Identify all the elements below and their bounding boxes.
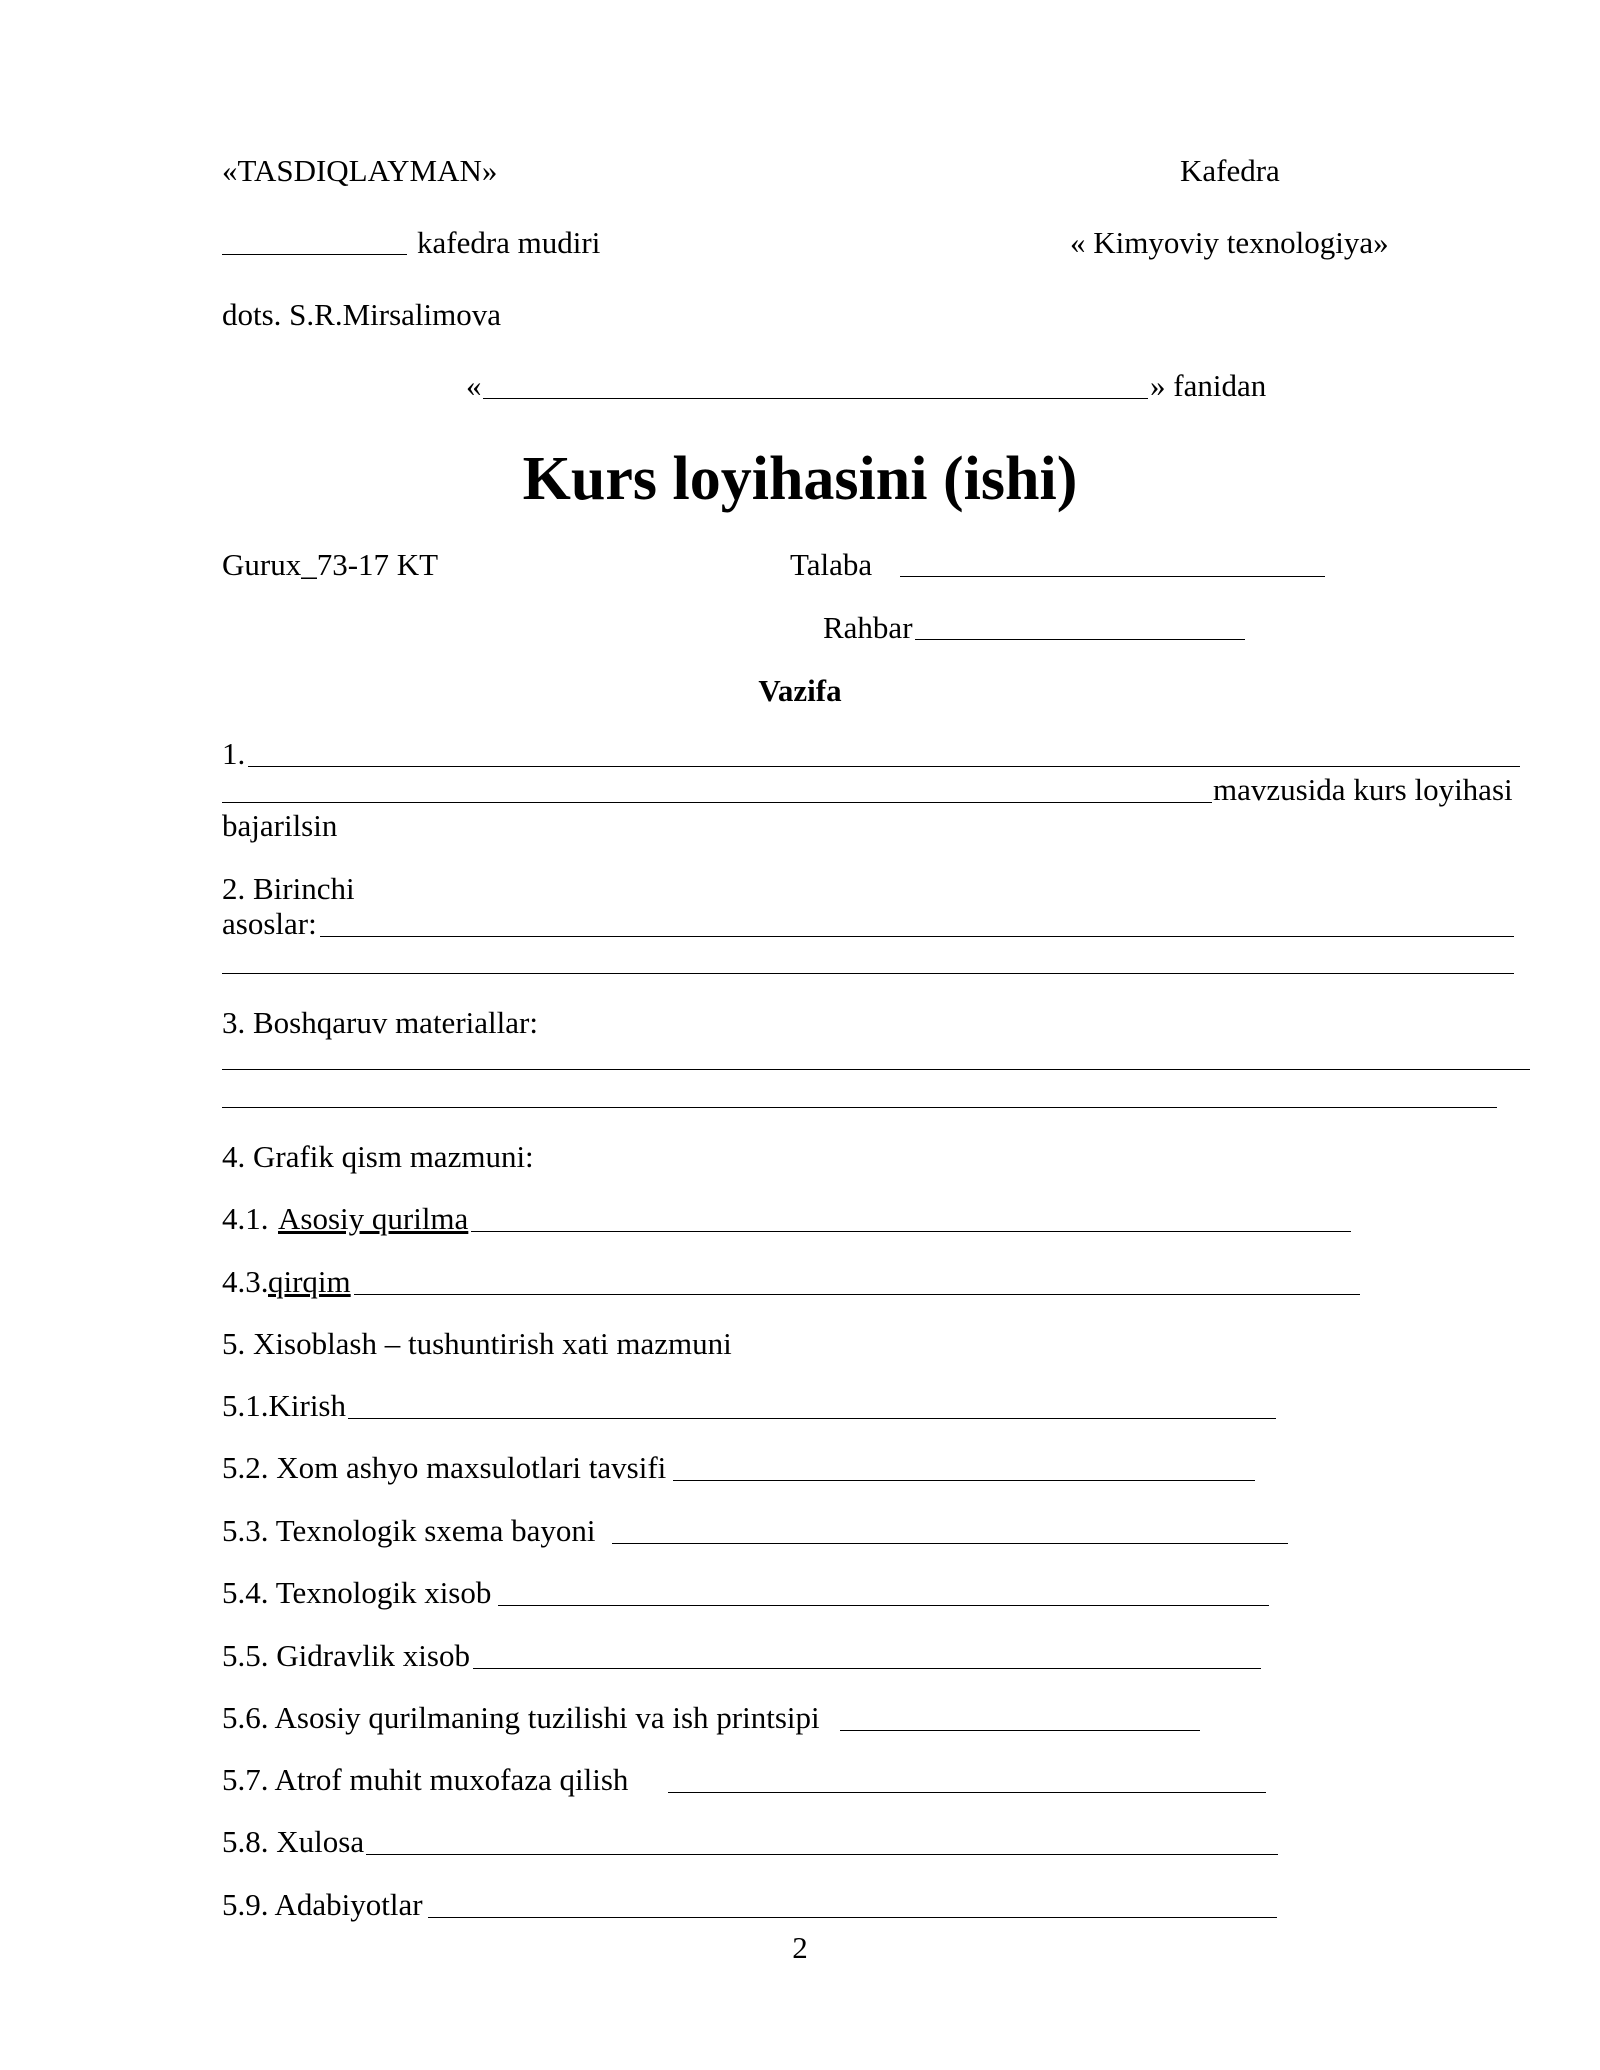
item-1-number: 1. bbox=[222, 736, 246, 771]
document-title: Kurs loyihasini (ishi) bbox=[522, 445, 1078, 513]
item-5-5: 5.5. Gidravlik xisob bbox=[222, 1638, 470, 1673]
subject-open-quote: « bbox=[466, 368, 482, 403]
item-5-4: 5.4. Texnologik xisob bbox=[222, 1575, 492, 1610]
item-5-2-blank[interactable] bbox=[673, 1480, 1255, 1481]
item-4-1-blank[interactable] bbox=[471, 1231, 1351, 1232]
head-role: kafedra mudiri bbox=[417, 225, 601, 260]
item-5-8-blank[interactable] bbox=[366, 1854, 1278, 1855]
item-1-end: bajarilsin bbox=[222, 808, 338, 843]
approve-label: «TASDIQLAYMAN» bbox=[222, 153, 498, 188]
group-label: Gurux_73-17 KT bbox=[222, 547, 439, 582]
item-5-2: 5.2. Xom ashyo maxsulotlari tavsifi bbox=[222, 1450, 667, 1485]
item-2-blank-2[interactable] bbox=[222, 973, 1514, 974]
item-5-1: 5.1.Kirish bbox=[222, 1388, 346, 1423]
item-3-blank-2[interactable] bbox=[222, 1107, 1497, 1108]
supervisor-label: Rahbar bbox=[823, 610, 913, 645]
item-1-tail: mavzusida kurs loyihasi bbox=[1213, 772, 1513, 807]
department-name: « Kimyoviy texnologiya» bbox=[1070, 225, 1389, 260]
item-3-blank-1[interactable] bbox=[222, 1069, 1530, 1070]
item-5-3: 5.3. Texnologik sxema bayoni bbox=[222, 1513, 596, 1548]
subject-suffix: » fanidan bbox=[1150, 368, 1267, 403]
item-5-1-blank[interactable] bbox=[348, 1418, 1276, 1419]
item-4-1-number: 4.1. bbox=[222, 1201, 269, 1236]
item-5-8: 5.8. Xulosa bbox=[222, 1824, 365, 1859]
item-2-line-a: 2. Birinchi bbox=[222, 871, 355, 906]
item-5-5-blank[interactable] bbox=[473, 1668, 1261, 1669]
task-heading: Vazifa bbox=[758, 673, 842, 708]
item-5-7: 5.7. Atrof muhit muxofaza qilish bbox=[222, 1762, 629, 1797]
supervisor-blank[interactable] bbox=[915, 639, 1245, 640]
item-4: 4. Grafik qism mazmuni: bbox=[222, 1139, 534, 1174]
student-blank[interactable] bbox=[900, 576, 1325, 577]
item-4-1-text: Asosiy qurilma bbox=[278, 1201, 469, 1236]
item-5-9: 5.9. Adabiyotlar bbox=[222, 1887, 423, 1922]
department-label: Kafedra bbox=[1180, 153, 1280, 188]
subject-blank[interactable] bbox=[483, 398, 1148, 399]
item-3: 3. Boshqaruv materiallar: bbox=[222, 1005, 538, 1040]
item-5-3-blank[interactable] bbox=[612, 1543, 1288, 1544]
student-label: Talaba bbox=[790, 547, 873, 582]
head-name: dots. S.R.Mirsalimova bbox=[222, 297, 502, 332]
item-4-3-number: 4.3. bbox=[222, 1264, 269, 1299]
page-number: 2 bbox=[792, 1930, 808, 1965]
item-5-6: 5.6. Asosiy qurilmaning tuzilishi va ish printsipi bbox=[222, 1700, 820, 1735]
item-5-7-blank[interactable] bbox=[668, 1792, 1266, 1793]
item-2-blank-1[interactable] bbox=[320, 936, 1514, 937]
item-1-blank-2[interactable] bbox=[222, 802, 1212, 803]
signature-blank[interactable] bbox=[222, 254, 407, 255]
item-5-6-blank[interactable] bbox=[840, 1730, 1200, 1731]
item-4-3-text: qirqim bbox=[268, 1264, 351, 1299]
item-5-9-blank[interactable] bbox=[428, 1917, 1277, 1918]
item-5: 5. Xisoblash – tushuntirish xati mazmuni bbox=[222, 1326, 732, 1361]
item-2-line-b: asoslar: bbox=[222, 906, 317, 941]
item-1-blank-1[interactable] bbox=[248, 766, 1520, 767]
item-5-4-blank[interactable] bbox=[498, 1605, 1269, 1606]
item-4-3-blank[interactable] bbox=[354, 1294, 1360, 1295]
